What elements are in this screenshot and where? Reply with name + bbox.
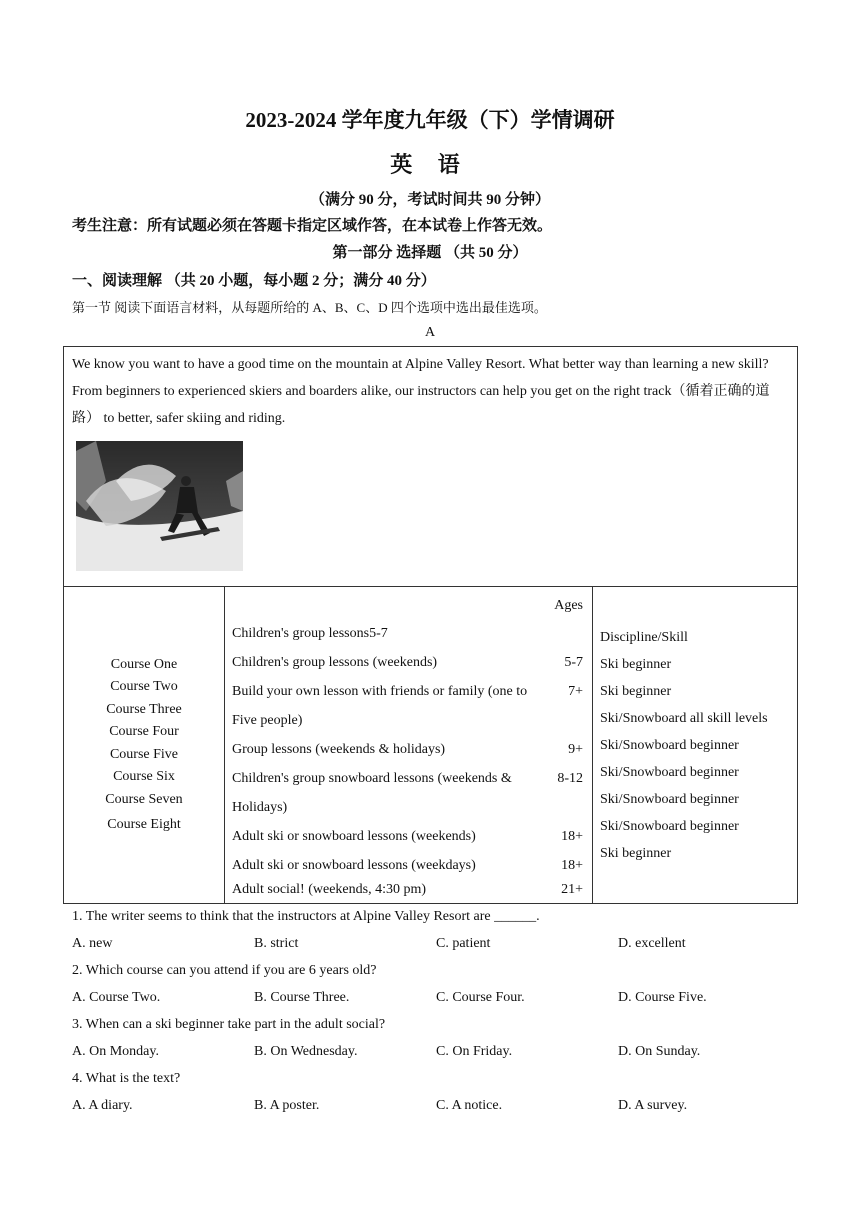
snowboarder-photo (76, 441, 243, 571)
candidate-notice: 考生注意：所有试题必须在答题卡指定区域作答，在本试卷上作答无效。 (72, 218, 553, 234)
question-option: C. A notice. (436, 1098, 503, 1113)
course-label: Course Eight (107, 817, 181, 832)
subject-title: 英 语 (390, 152, 470, 177)
exam-title: 2023-2024 学年度九年级（下）学情调研 (245, 108, 615, 132)
lesson-desc: Holidays) (232, 800, 288, 815)
passage-intro-text: We know you want to have a good time on the mountain at Alpine Valley Resort. What better way than learning a new skill? From beginners to experienced skiers and boarders alike, our instructors can help you get on the right track（循着正确的道路） to better, safer skiing and riding. (72, 357, 770, 426)
skill-value: Ski beginner (600, 657, 672, 672)
question-option: C. On Friday. (436, 1044, 513, 1059)
lesson-desc: Adult ski or snowboard lessons (weekends) (232, 829, 476, 844)
lesson-age: 7+ (568, 684, 583, 699)
lesson-age: 9+ (568, 742, 583, 757)
question-option: D. A survey. (618, 1098, 688, 1113)
skill-value: Ski/Snowboard beginner (600, 792, 739, 807)
section-heading: 一、阅读理解 （共 20 小题，每小题 2 分；满分 40 分） (72, 273, 436, 289)
course-label: Course Three (106, 702, 182, 717)
lesson-desc: Group lessons (weekends & holidays) (232, 742, 446, 757)
question-option: A. On Monday. (72, 1044, 159, 1059)
lesson-desc: Build your own lesson with friends or family (one to (232, 684, 528, 699)
course-table (63, 586, 798, 904)
lesson-desc: Five people) (232, 713, 303, 728)
question-option: B. Course Three. (254, 990, 350, 1005)
question-stem: 2. Which course can you attend if you are 6 years old? (72, 963, 377, 978)
lesson-age: 8-12 (557, 771, 583, 786)
lesson-age: 21+ (561, 882, 583, 897)
skill-value: Ski beginner (600, 684, 672, 699)
score-info: （满分 90 分，考试时间共 90 分钟） (309, 192, 550, 208)
course-label: Course Seven (105, 792, 183, 807)
question-option: D. excellent (618, 936, 686, 951)
question-stem: 1. The writer seems to think that the instructors at Alpine Valley Resort are ______. (72, 909, 540, 924)
skill-value: Ski/Snowboard beginner (600, 765, 739, 780)
passage-intro-box (63, 346, 798, 587)
table-divider (592, 587, 593, 903)
lesson-desc: Adult ski or snowboard lessons (weekdays) (232, 858, 476, 873)
course-label: Course One (110, 657, 178, 672)
question-option: C. Course Four. (436, 990, 525, 1005)
skill-value: Ski beginner (600, 846, 672, 861)
course-label: Course Five (109, 747, 179, 762)
lesson-age: 18+ (561, 858, 583, 873)
ages-header: Ages (554, 598, 583, 613)
question-option: A. new (72, 936, 113, 951)
lesson-age: 18+ (561, 829, 583, 844)
skill-value: Ski/Snowboard beginner (600, 738, 739, 753)
course-label: Course Two (110, 679, 178, 694)
table-divider (224, 587, 225, 903)
question-option: C. patient (436, 936, 491, 951)
question-option: B. A poster. (254, 1098, 320, 1113)
question-option: D. On Sunday. (618, 1044, 701, 1059)
course-label: Course Six (113, 769, 175, 784)
question-option: A. Course Two. (72, 990, 161, 1005)
question-option: B. On Wednesday. (254, 1044, 358, 1059)
passage-label: A (424, 325, 436, 340)
question-option: B. strict (254, 936, 299, 951)
question-option: A. A diary. (72, 1098, 133, 1113)
skill-value: Ski/Snowboard beginner (600, 819, 739, 834)
course-label: Course Four (109, 724, 179, 739)
section-instruction: 第一节 阅读下面语言材料，从每题所给的 A、B、C、D 四个选项中选出最佳选项。 (72, 300, 547, 315)
question-stem: 3. When can a ski beginner take part in the adult social? (72, 1017, 386, 1032)
skill-header: Discipline/Skill (600, 630, 688, 645)
question-stem: 4. What is the text? (72, 1071, 181, 1086)
lesson-age: 5-7 (564, 655, 583, 670)
part-heading: 第一部分 选择题 （共 50 分） (332, 245, 528, 261)
lesson-desc: Children's group lessons (weekends) (232, 655, 438, 670)
lesson-desc: Children's group lessons5-7 (232, 626, 388, 641)
skill-value: Ski/Snowboard all skill levels (600, 711, 768, 726)
lesson-desc: Children's group snowboard lessons (weekends & (232, 771, 512, 786)
lesson-desc: Adult social! (weekends, 4:30 pm) (232, 882, 427, 897)
question-option: D. Course Five. (618, 990, 707, 1005)
